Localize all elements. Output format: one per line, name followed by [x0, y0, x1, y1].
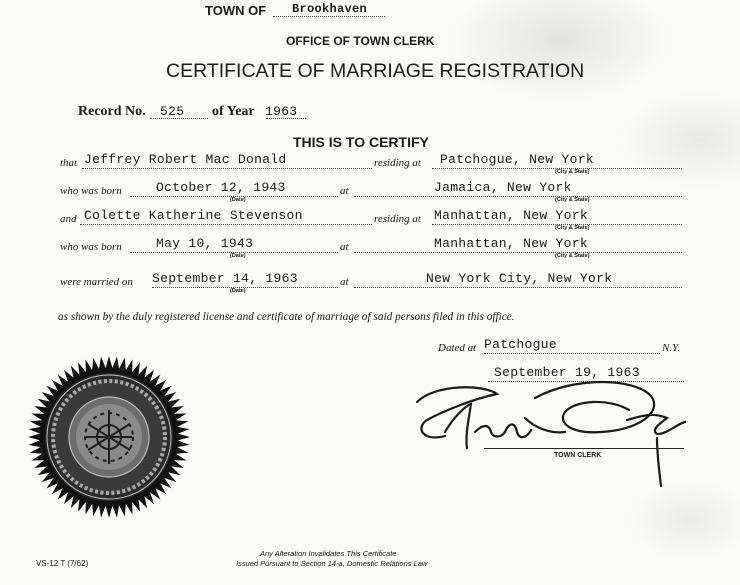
bride-birth-date: May 10, 1943: [156, 236, 254, 251]
row-mid: residing at: [374, 213, 421, 225]
row-prefix: who was born: [60, 185, 122, 197]
statement-text: as shown by the duly registered license and certificate of marriage of said persons filed in this office.: [58, 311, 515, 323]
row-mid: at: [340, 276, 349, 288]
marriage-place: New York City, New York: [426, 271, 613, 286]
clerk-signature: [405, 378, 705, 490]
bride-birth-place: Manhattan, New York: [434, 236, 588, 251]
row-underline: [354, 287, 682, 288]
dated-suffix: N.Y.: [662, 342, 680, 354]
dated-date: September 19, 1963: [494, 365, 640, 380]
town-underline: [273, 16, 385, 17]
dated-place: Patchogue: [484, 337, 557, 352]
bride-residence: Manhattan, New York: [434, 208, 588, 223]
date-note: (Date): [230, 197, 246, 203]
groom-birth-date: October 12, 1943: [156, 180, 286, 195]
office-heading: OFFICE OF TOWN CLERK: [286, 34, 435, 48]
form-id: VS-12 T (7/62): [36, 559, 89, 568]
groom-residence: Patchogue, New York: [440, 152, 594, 167]
footer-line-1: Any Alteration Invalidates This Certificate: [260, 549, 397, 558]
town-clerk-label: TOWN CLERK: [554, 452, 602, 459]
town-label: TOWN OF: [205, 3, 267, 18]
row-underline: [80, 224, 372, 225]
town-name: Brookhaven: [292, 2, 368, 16]
dated-label: Dated at: [438, 342, 477, 354]
footer-line-2: Issued Pursuant to Section 14-a, Domestic Relations Law: [236, 559, 428, 568]
signature-line: [484, 448, 684, 449]
row-prefix: and: [60, 213, 77, 225]
groom-name: Jeffrey Robert Mac Donald: [84, 152, 287, 167]
city-state-note: (City & State): [555, 169, 590, 175]
marriage-date: September 14, 1963: [152, 271, 298, 286]
bride-name: Colette Katherine Stevenson: [84, 208, 303, 223]
row-underline: [82, 168, 372, 169]
certify-heading: THIS IS TO CERTIFY: [293, 134, 429, 150]
record-year-label: of Year: [212, 104, 255, 119]
groom-birth-place: Jamaica, New York: [434, 180, 572, 195]
row-mid: at: [340, 185, 349, 197]
row-prefix: were married on: [60, 276, 133, 288]
row-mid: residing at: [374, 157, 421, 169]
record-no-value: 525: [160, 104, 185, 119]
date-note: (Date): [230, 288, 246, 294]
city-state-note: (City & State): [555, 225, 590, 231]
certificate-title: CERTIFICATE OF MARRIAGE REGISTRATION: [166, 60, 585, 82]
notary-seal-icon: [26, 354, 192, 520]
row-underline: [354, 252, 682, 253]
date-note: (Date): [230, 253, 246, 259]
city-state-note: (City & State): [555, 253, 590, 259]
dated-underline: [484, 353, 660, 354]
row-underline: [354, 196, 682, 197]
row-mid: at: [340, 241, 349, 253]
row-prefix: who was born: [60, 241, 122, 253]
city-state-note: (City & State): [555, 197, 590, 203]
record-no-label: Record No.: [78, 104, 146, 119]
record-year-value: 1963: [265, 104, 298, 119]
row-prefix: that: [60, 157, 78, 169]
